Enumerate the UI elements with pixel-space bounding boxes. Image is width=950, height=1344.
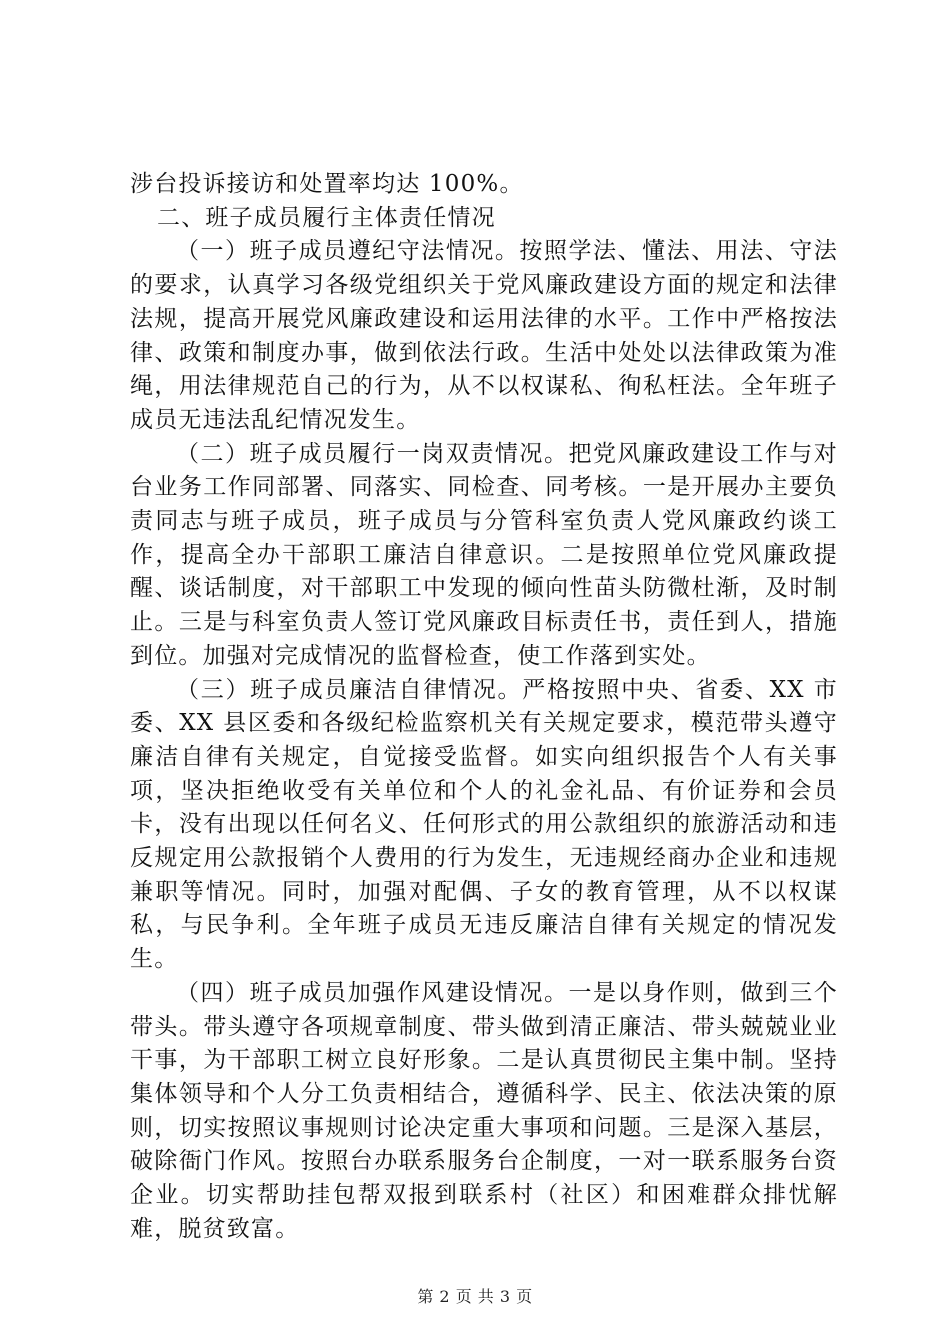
document-body	[130, 168, 838, 1247]
paragraph-integrity: （三）班子成员廉洁自律情况。严格按照中央、省委、XX 市委、XX 县区委和各级纪检监察机关有关规定要求，模范带头遵守廉洁自律有关规定，自觉接受监督。如实向组织报告个人有关事项，坚决拒绝收受有关单位和个人的礼金礼品、有价证券和会员卡，没有出现以任何名义、任何形式的用公款组织的旅游活动和违反规定用公款报销个人费用的行为发生，无违规经商办企业和违规兼职等情况。同时，加强对配偶、子女的教育管理，从不以权谋私，与民争利。全年班子成员无违反廉洁自律有关规定的情况发生。	[130, 676, 838, 973]
section-heading: 二、班子成员履行主体责任情况	[157, 204, 496, 231]
paragraph-work-style: （四）班子成员加强作风建设情况。一是以身作则，做到三个带头。带头遵守各项规章制度、带头做到清正廉洁、带头兢兢业业干事，为干部职工树立良好形象。二是认真贯彻民主集中制。坚持集体领导和个人分工负责相结合，遵循科学、民主、依法决策的原则，切实按照议事规则讨论决定重大事项和问题。三是深入基层，破除衙门作风。按照台办联系服务台企制度，一对一联系服务台资企业。切实帮助挂包帮双报到联系村（社区）和困难群众排忧解难，脱贫致富。	[130, 979, 838, 1242]
paragraph-dual-responsibility: （二）班子成员履行一岗双责情况。把党风廉政建设工作与对台业务工作同部署、同落实、同检查、同考核。一是开展办主要负责同志与班子成员，班子成员与分管科室负责人党风廉政约谈工作，提高全办干部职工廉洁自律意识。二是按照单位党风廉政提醒、谈话制度，对干部职工中发现的倾向性苗头防微杜渐，及时制止。三是与科室负责人签订党风廉政目标责任书，责任到人，措施到位。加强对完成情况的监督检查，使工作落到实处。	[130, 440, 838, 669]
paragraph-continuation: 涉台投诉接访和处置率均达 100%。	[130, 171, 524, 197]
page-number-footer: 第 2 页 共 3 页	[417, 1287, 533, 1306]
paragraph-law-compliance: （一）班子成员遵纪守法情况。按照学法、懂法、用法、守法的要求，认真学习各级党组织关于党风廉政建设方面的规定和法律法规，提高开展党风廉政建设和运用法律的水平。工作中严格按法律、政策和制度办事，做到依法行政。生活中处处以法律政策为准绳，用法律规范自己的行为，从不以权谋私、徇私枉法。全年班子成员无违法乱纪情况发生。	[130, 238, 838, 433]
